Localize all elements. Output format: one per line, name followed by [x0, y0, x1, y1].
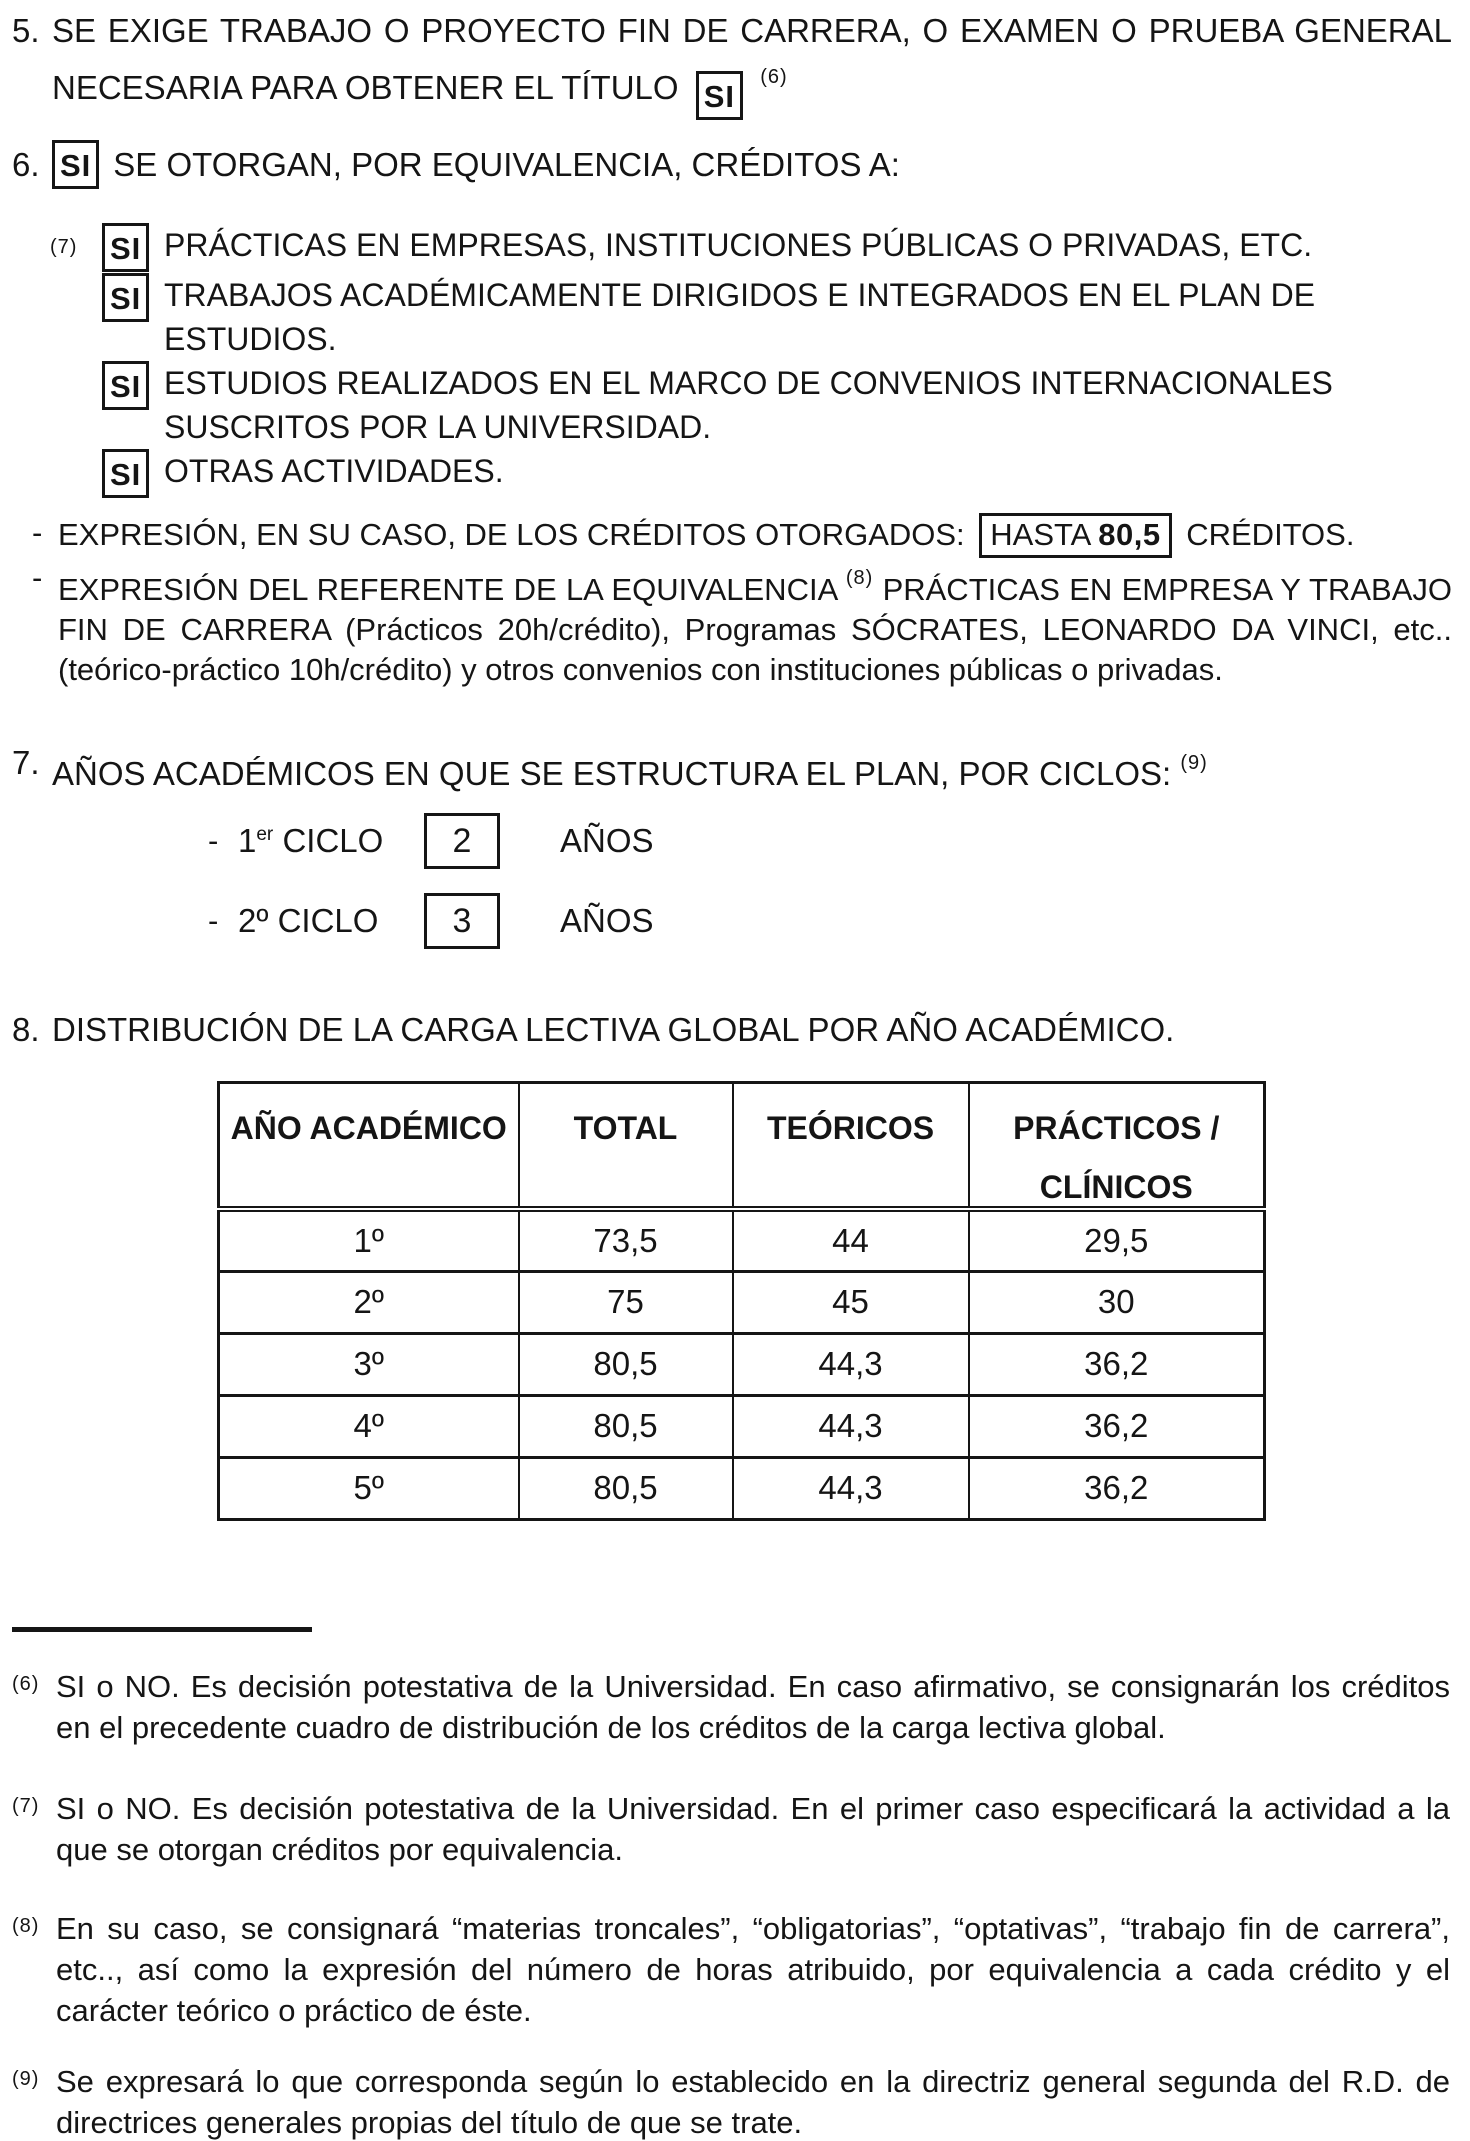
- item-5-body: [52, 8, 1452, 120]
- table-row: [219, 1209, 1265, 1271]
- cell-total: 80,5: [519, 1333, 733, 1395]
- credits-granted-suffix: CRÉDITOS.: [1186, 517, 1355, 552]
- cycle-2-years-box: 3: [424, 893, 500, 949]
- item-6-number: 6.: [12, 145, 40, 183]
- dash-bullet: -: [32, 560, 43, 595]
- cell-total: 80,5: [519, 1395, 733, 1457]
- footnote-ref-6: (6): [12, 1672, 40, 1695]
- cell-practicos: 36,2: [969, 1457, 1265, 1519]
- cell-year: 3º: [219, 1333, 519, 1395]
- answer-box-cell: [102, 449, 164, 499]
- si-answer-box: SI: [102, 449, 149, 498]
- cell-teoricos: 44: [733, 1209, 969, 1271]
- cycle-1-unit: AÑOS: [560, 822, 654, 859]
- footnote-text-8: En su caso, se consignará “materias troncales”, “obligatorias”, “optativas”, “trabajo fin de carrera”, etc.., así como la expresión del número de horas atribuido, por equivalencia a cada crédito y el carácter teórico o práctico de éste.: [56, 1910, 1450, 2028]
- equivalence-referent-line: [32, 558, 1452, 690]
- empty-ref-cell: [50, 361, 102, 449]
- cell-year: 4º: [219, 1395, 519, 1457]
- cycle-row-2: [208, 893, 1452, 949]
- cell-teoricos: 44,3: [733, 1333, 969, 1395]
- footnote-ref-9-marker: (9): [1180, 752, 1208, 774]
- footnote: [12, 1788, 1452, 1870]
- header-practicos-line2: CLÍNICOS: [1039, 1169, 1193, 1205]
- cell-year: 1º: [219, 1209, 519, 1271]
- item-5-answer-box: SI: [696, 71, 743, 120]
- item-6-answer-box: SI: [52, 140, 99, 189]
- cycle-2-label: [238, 902, 410, 940]
- table-header-row: [219, 1083, 1265, 1210]
- item-7: [12, 740, 1452, 797]
- item-8-number: 8.: [12, 1011, 40, 1048]
- cell-practicos: 29,5: [969, 1209, 1265, 1271]
- dash-bullet: -: [208, 903, 219, 938]
- si-answer-box: SI: [102, 223, 149, 272]
- cycle-1-label: [238, 822, 410, 860]
- credits-value-box: [979, 513, 1171, 558]
- header-teoricos: TEÓRICOS: [733, 1083, 969, 1210]
- item-8: [12, 1007, 1452, 1053]
- footnote: [12, 1908, 1452, 2031]
- credits-granted-line: [32, 513, 1452, 558]
- si-answer-box: SI: [102, 361, 149, 410]
- footnote-ref-8: (8): [12, 1914, 40, 1937]
- credits-section: [32, 513, 1452, 690]
- dash-bullet: -: [208, 823, 219, 858]
- footnote-text-7: SI o NO. Es decisión potestativa de la Universidad. En el primer caso especificará la actividad a la que se otorgan créditos por equivalencia.: [56, 1790, 1450, 1867]
- footnote-ref-7: (7): [12, 1794, 40, 1817]
- cell-practicos: 36,2: [969, 1333, 1265, 1395]
- list-item: [50, 273, 1452, 361]
- equivalence-list: [50, 223, 1452, 499]
- list-item: [50, 223, 1452, 273]
- cell-teoricos: 45: [733, 1271, 969, 1333]
- answer-box-cell: [102, 223, 164, 273]
- table-row: [219, 1395, 1265, 1457]
- cell-teoricos: 44,3: [733, 1457, 969, 1519]
- equivalence-referent-body: [58, 558, 1452, 690]
- cell-total: 73,5: [519, 1209, 733, 1271]
- list-item: [50, 361, 1452, 449]
- list-item-text: ESTUDIOS REALIZADOS EN EL MARCO DE CONVENIOS INTERNACIONALES SUSCRITOS POR LA UNIVERSIDAD.: [164, 365, 1333, 445]
- table-row: [219, 1333, 1265, 1395]
- answer-box-cell: [102, 273, 164, 361]
- cycle-1-ordinal-sup: er: [256, 824, 274, 845]
- item-5-number: 5.: [12, 12, 40, 49]
- footnote-ref-7-marker: (7): [50, 236, 78, 258]
- si-answer-box: SI: [102, 273, 149, 322]
- answer-box-cell: [102, 361, 164, 449]
- header-ano-academico: AÑO ACADÉMICO: [219, 1083, 519, 1210]
- dash-bullet: -: [32, 515, 43, 550]
- cell-total: 75: [519, 1271, 733, 1333]
- cycle-2-unit: AÑOS: [560, 902, 654, 939]
- item-8-text: DISTRIBUCIÓN DE LA CARGA LECTIVA GLOBAL POR AÑO ACADÉMICO.: [52, 1011, 1175, 1048]
- footnotes-section: [12, 1666, 1452, 2141]
- footnote-ref-6-marker: (6): [760, 66, 788, 88]
- credits-box-value: 80,5: [1098, 517, 1161, 552]
- cell-practicos: 30: [969, 1271, 1265, 1333]
- footnote-ref-8-marker: (8): [845, 567, 874, 589]
- item-7-number: 7.: [12, 744, 40, 781]
- referent-prefix: EXPRESIÓN DEL REFERENTE DE LA EQUIVALENCIA: [58, 572, 837, 607]
- item-5-text: SE EXIGE TRABAJO O PROYECTO FIN DE CARRERA, O EXAMEN O PRUEBA GENERAL NECESARIA PARA OBTENER EL TÍTULO: [52, 12, 1452, 106]
- header-total: TOTAL: [519, 1083, 733, 1210]
- cycle-2-word: CICLO: [277, 902, 379, 939]
- footnote: [12, 1666, 1452, 1748]
- footnote: [12, 2061, 1452, 2141]
- cycles-section: [208, 813, 1452, 949]
- list-item: [50, 449, 1452, 499]
- cycle-1-ordinal: 1: [238, 822, 257, 859]
- cell-practicos: 36,2: [969, 1395, 1265, 1457]
- credits-granted-text: EXPRESIÓN, EN SU CASO, DE LOS CRÉDITOS OTORGADOS:: [58, 517, 965, 552]
- load-table: [217, 1081, 1266, 1521]
- credits-box-label: HASTA: [990, 517, 1090, 552]
- footnote-ref-9: (9): [12, 2067, 40, 2090]
- cell-teoricos: 44,3: [733, 1395, 969, 1457]
- footnote-text-9: Se expresará lo que corresponda según lo establecido en la directriz general segunda del R.D. de directrices generales propias del título de que se trate.: [56, 2063, 1450, 2140]
- item-7-text: AÑOS ACADÉMICOS EN QUE SE ESTRUCTURA EL PLAN, POR CICLOS:: [52, 755, 1172, 792]
- list-item-text: PRÁCTICAS EN EMPRESAS, INSTITUCIONES PÚBLICAS O PRIVADAS, ETC.: [164, 227, 1313, 263]
- cycle-row-1: [208, 813, 1452, 869]
- cell-total: 80,5: [519, 1457, 733, 1519]
- credits-granted-body: [58, 513, 1452, 558]
- cycle-2-ordinal: 2º: [238, 902, 269, 939]
- footnote-separator-rule: [12, 1627, 312, 1632]
- empty-ref-cell: [50, 449, 102, 499]
- table-row: [219, 1457, 1265, 1519]
- cycle-1-word: CICLO: [282, 822, 384, 859]
- table-row: [219, 1271, 1265, 1333]
- cell-year: 5º: [219, 1457, 519, 1519]
- list-item-text: OTRAS ACTIVIDADES.: [164, 453, 504, 489]
- cell-year: 2º: [219, 1271, 519, 1333]
- item-6-text: SE OTORGAN, POR EQUIVALENCIA, CRÉDITOS A:: [113, 145, 900, 183]
- list-item-text: TRABAJOS ACADÉMICAMENTE DIRIGIDOS E INTEGRADOS EN EL PLAN DE ESTUDIOS.: [164, 277, 1316, 357]
- item-5: [12, 8, 1452, 120]
- header-practicos-line1: PRÁCTICOS /: [1013, 1110, 1220, 1146]
- cycle-1-years-box: 2: [424, 813, 500, 869]
- footnote-text-6: SI o NO. Es decisión potestativa de la Universidad. En caso afirmativo, se consignarán los créditos en el precedente cuadro de distribución de los créditos de la carga lectiva global.: [56, 1668, 1450, 1745]
- item-6: [12, 140, 1452, 189]
- referent-text: PRÁCTICAS EN EMPRESA Y TRABAJO FIN DE CARRERA (Prácticos 20h/crédito), Programas SÓCRATES, LEONARDO DA VINCI, etc.. (teórico-práctico 10h/crédito) y otros convenios con instituciones públicas o privadas.: [58, 572, 1452, 687]
- item-7-body: [52, 740, 1452, 797]
- empty-ref-cell: [50, 273, 102, 361]
- header-practicos-clinicos: [969, 1083, 1265, 1210]
